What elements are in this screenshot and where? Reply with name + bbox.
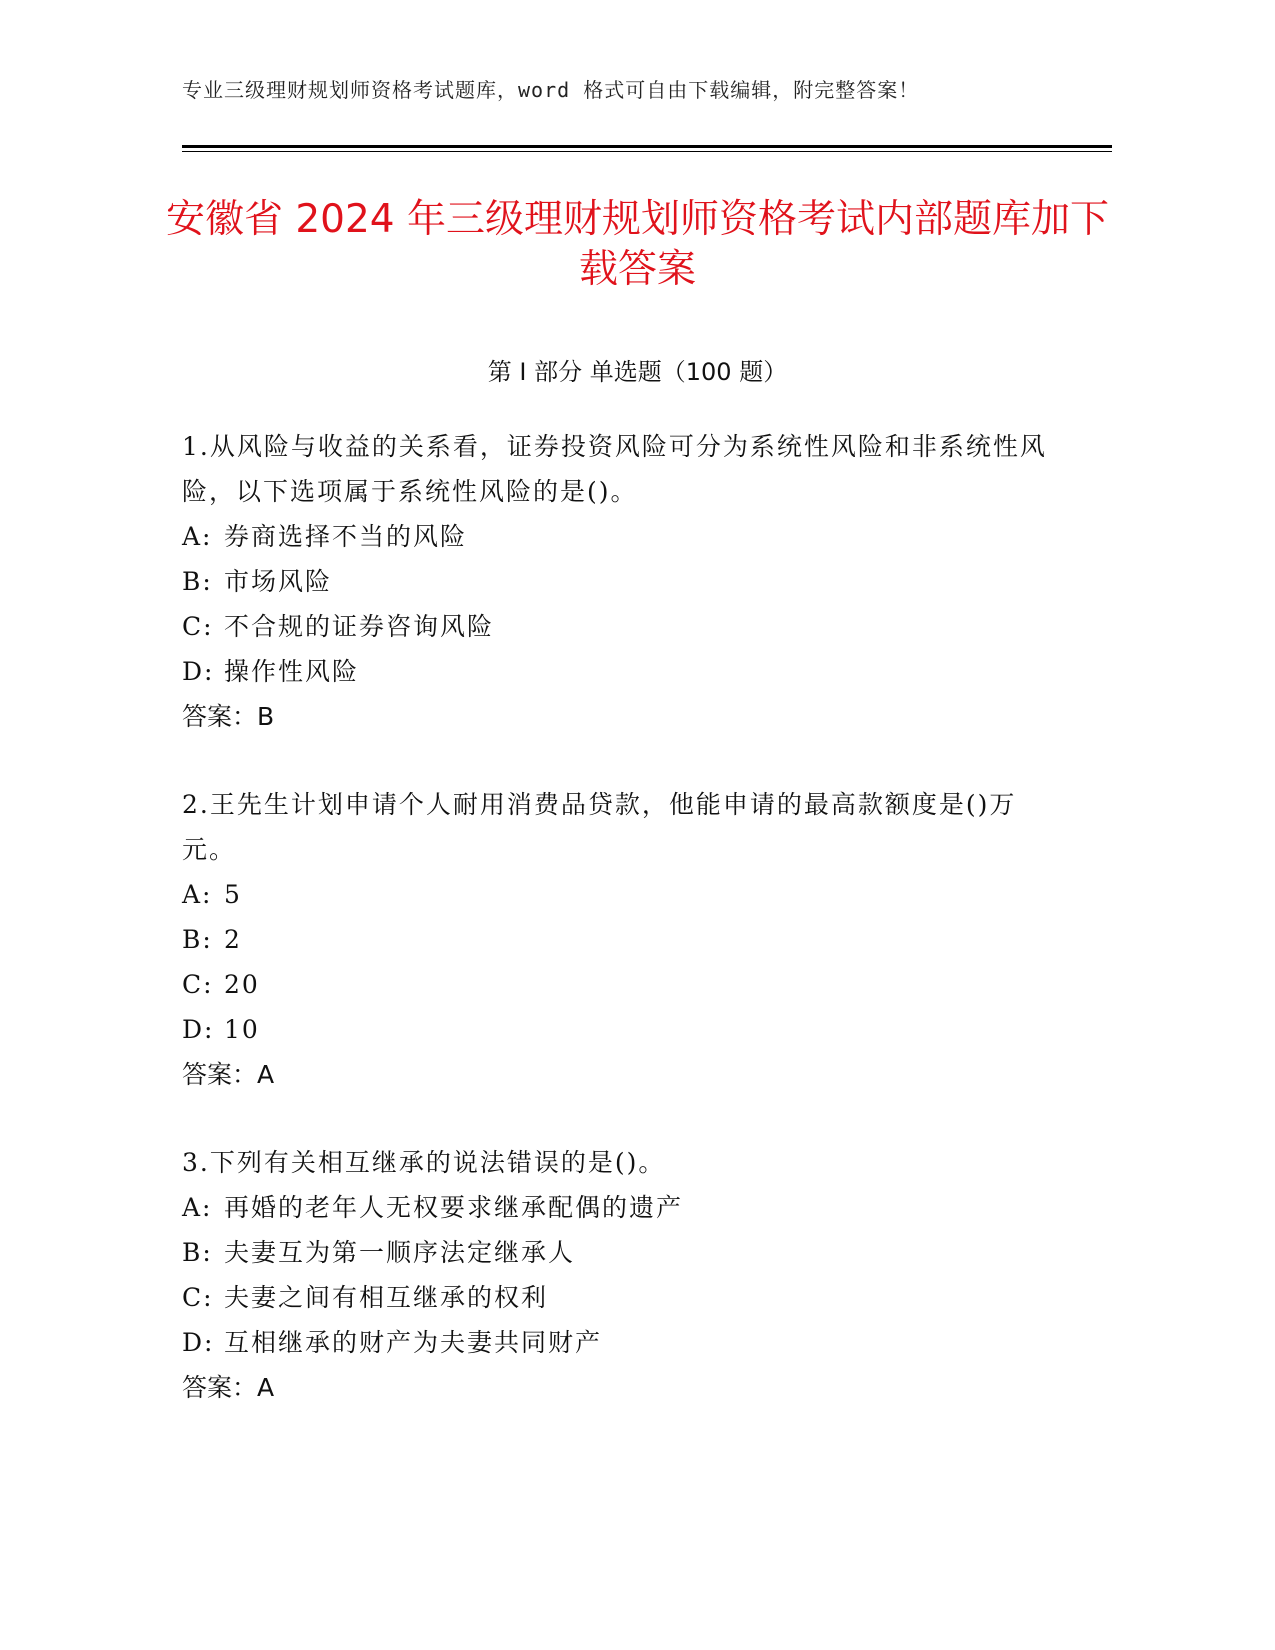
option-b — [182, 1230, 1062, 1275]
option-d — [182, 649, 1062, 694]
option-text: 夫妻互为第一顺序法定继承人 — [224, 1238, 576, 1267]
option-text: 5 — [224, 880, 242, 909]
answer: 答案：B — [182, 702, 275, 731]
document-title: 安徽省 2024 年三级理财规划师资格考试内部题库加下载答案 — [165, 197, 1110, 292]
option-a — [182, 514, 1062, 559]
option-label: C: — [182, 970, 214, 999]
option-text: 市场风险 — [224, 567, 333, 596]
option-d — [182, 1007, 1062, 1052]
option-b — [182, 559, 1062, 604]
option-label: C: — [182, 612, 214, 641]
option-label: A: — [182, 880, 213, 909]
header-rule-thick — [182, 145, 1112, 148]
option-a — [182, 872, 1062, 917]
option-label: B: — [182, 1238, 213, 1267]
section-title: 第 I 部分 单选题（100 题） — [487, 358, 788, 386]
option-label: A: — [182, 1193, 213, 1222]
answer: 答案：A — [182, 1373, 275, 1402]
option-label: D: — [182, 657, 215, 686]
question-list — [182, 424, 1062, 1453]
option-text: 2 — [224, 925, 242, 954]
question-3 — [182, 1140, 1062, 1410]
option-a — [182, 1185, 1062, 1230]
question-stem: 2.王先生计划申请个人耐用消费品贷款，他能申请的最高款额度是()万元。 — [182, 790, 1017, 864]
option-text: 夫妻之间有相互继承的权利 — [224, 1283, 549, 1312]
option-text: 互相继承的财产为夫妻共同财产 — [224, 1328, 603, 1357]
option-c — [182, 1275, 1062, 1320]
option-d — [182, 1320, 1062, 1365]
option-label: D: — [182, 1328, 215, 1357]
option-b — [182, 917, 1062, 962]
option-text: 不合规的证券咨询风险 — [224, 612, 495, 641]
option-text: 操作性风险 — [224, 657, 360, 686]
option-label: D: — [182, 1015, 215, 1044]
option-text: 再婚的老年人无权要求继承配偶的遗产 — [224, 1193, 684, 1222]
header-note: 专业三级理财规划师资格考试题库，word 格式可自由下载编辑，附完整答案！ — [182, 78, 920, 102]
option-label: C: — [182, 1283, 214, 1312]
option-text: 20 — [224, 970, 260, 999]
option-c — [182, 962, 1062, 1007]
option-label: A: — [182, 522, 213, 551]
option-label: B: — [182, 567, 213, 596]
question-stem: 3.下列有关相互继承的说法错误的是()。 — [182, 1148, 666, 1177]
option-text: 10 — [224, 1015, 260, 1044]
answer: 答案：A — [182, 1060, 275, 1089]
header-rule-thin — [182, 151, 1112, 152]
question-stem: 1.从风险与收益的关系看，证券投资风险可分为系统性风险和非系统性风险，以下选项属于系统性风险的是()。 — [182, 432, 1047, 506]
option-text: 券商选择不当的风险 — [224, 522, 468, 551]
option-c — [182, 604, 1062, 649]
option-label: B: — [182, 925, 213, 954]
question-1 — [182, 424, 1062, 739]
question-2 — [182, 782, 1062, 1097]
